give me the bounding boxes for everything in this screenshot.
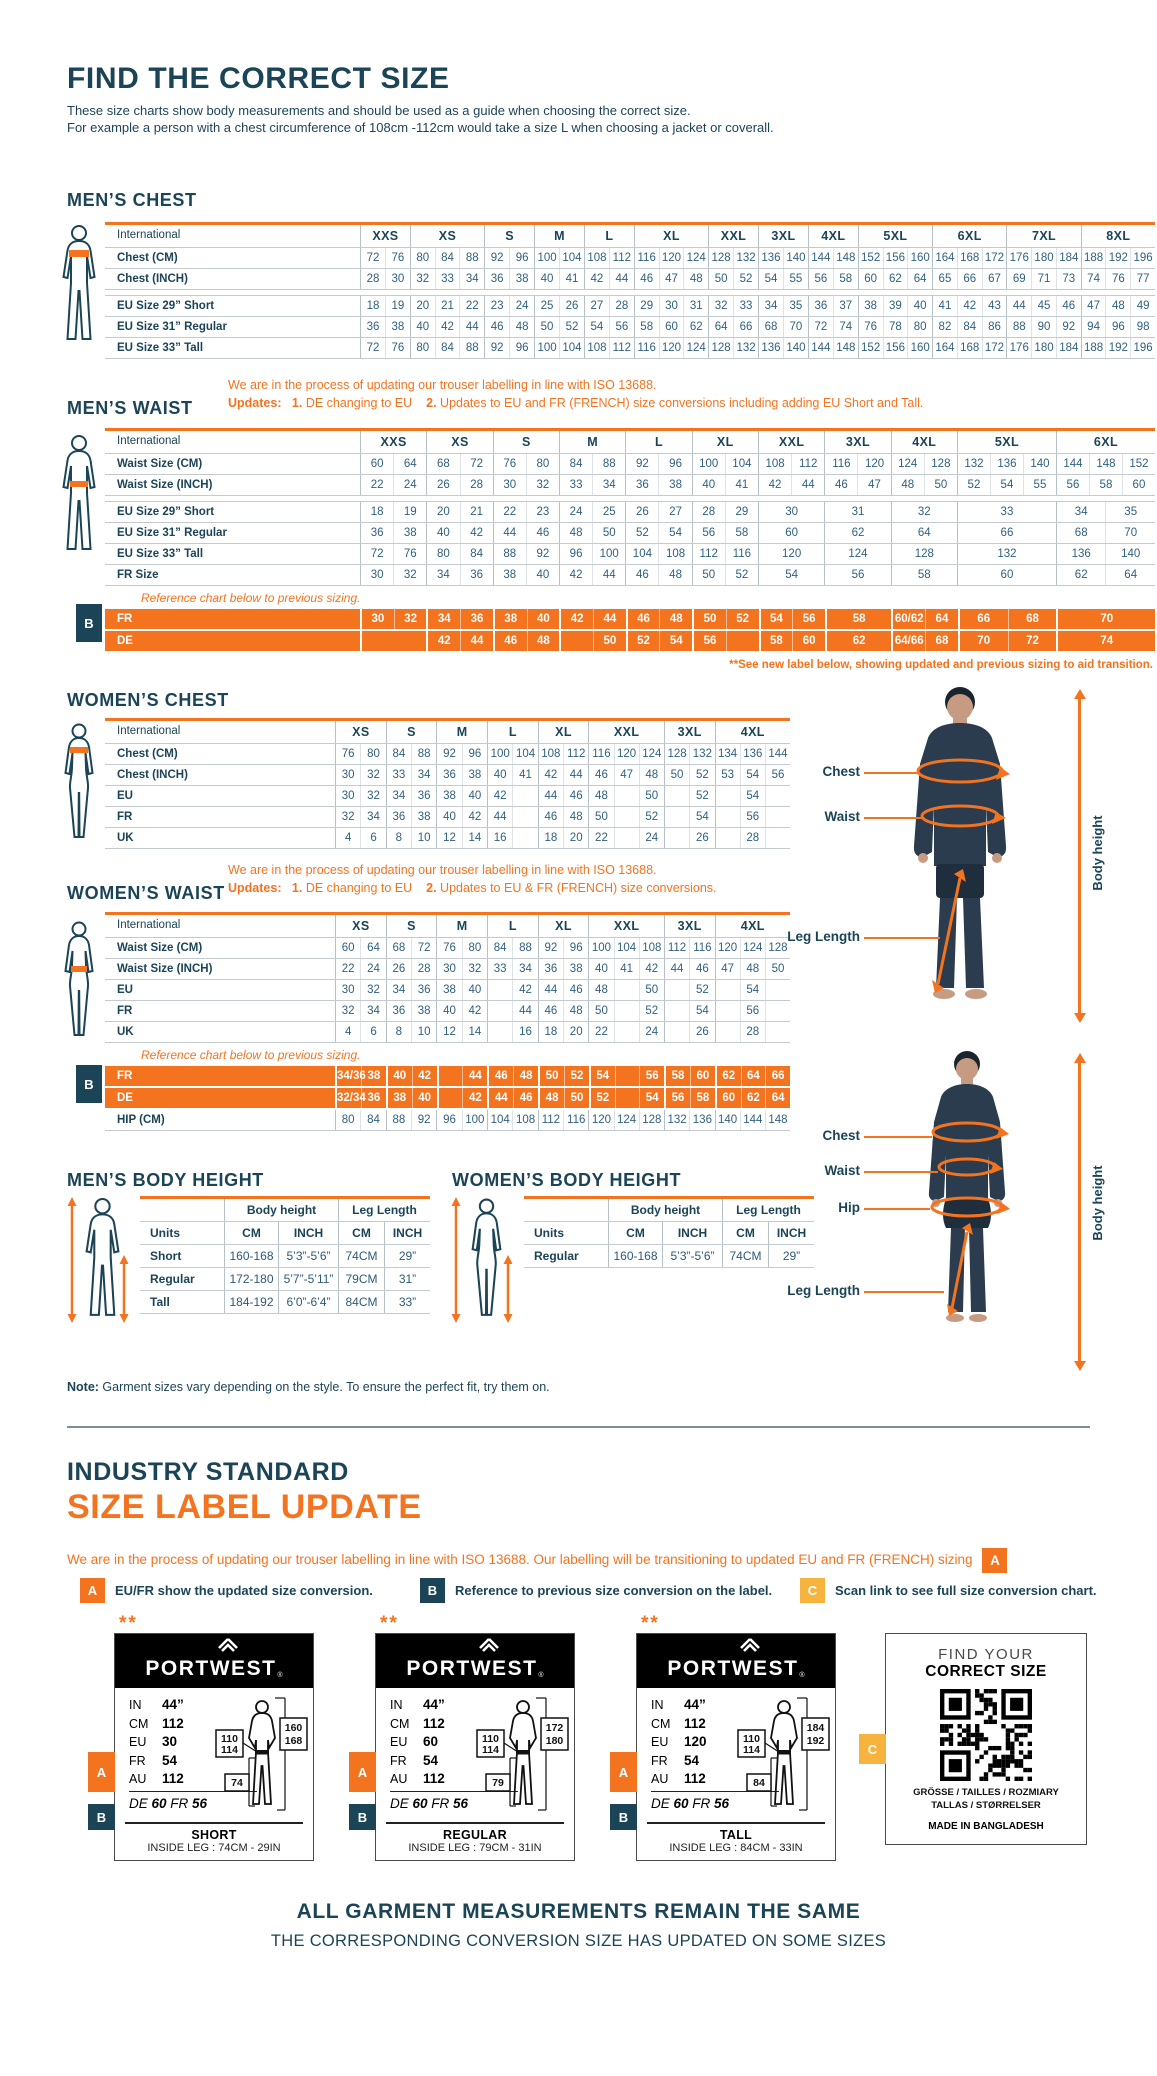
update-intro: We are in the process of updating our trouser labelling in line with ISO 13688. Our labelling will be transitioning to updated EU and FR (FRENCH) sizing A — [67, 1548, 1157, 1573]
mens-body-height-table: Body height Leg Length Units CM INCH CM INCH Short 160-168 5’3”-5’6” 74CM 29” Regular 172-180 5’7”-5’11” 79CM 31” Tall 184-192 6’0”-6’4” 84CM 33” — [140, 1196, 430, 1314]
portwest-logo: PORTWEST ® — [376, 1634, 574, 1688]
mens-body-height-icon — [64, 1194, 130, 1326]
size-label-card — [618, 1613, 836, 1861]
table-row: DE 32/34 36 38 40 42 44 46 48 50 52 54 56 58 60 62 64 — [105, 1088, 790, 1110]
b-badge: B — [610, 1804, 637, 1830]
size-values: IN 44” CM 112 EU 30 FR 54 AU 112 — [129, 1697, 184, 1786]
man-chest-label: Chest — [822, 764, 860, 779]
leader-line — [864, 1171, 938, 1173]
man-leg-length-label: Leg Length — [787, 929, 860, 944]
table-row: FR Size 30 32 34 36 38 40 42 44 46 48 50 52 54 56 58 60 62 64 — [105, 565, 1155, 586]
qr-code — [940, 1689, 1032, 1781]
table-header-row: International XS S M L XL XXL 3XL 4XL — [105, 718, 790, 744]
mens-waist-heading: MEN’S WAIST — [67, 398, 193, 418]
table-row: HIP (CM) 80 84 88 92 96 100 104 108 112 116 120 124 128 132 136 140 144 148 — [105, 1110, 790, 1131]
table-row: FR 32 34 36 38 40 42 44 46 48 50 52 54 56 — [105, 807, 790, 828]
table-row: FR 30 32 34 36 38 40 42 44 46 48 50 52 54 56 58 60/62 64 66 68 70 — [105, 609, 1155, 631]
rule — [386, 1822, 564, 1824]
woman-chest-label: Chest — [822, 1128, 860, 1143]
legend-item-c: C Scan link to see full size conversion chart. — [800, 1578, 1130, 1603]
woman-leg-length-label: Leg Length — [787, 1283, 860, 1298]
transition-marker: ** — [380, 1613, 399, 1634]
svg-text:192: 192 — [806, 1735, 825, 1747]
size-label-card — [96, 1613, 314, 1861]
svg-text:172: 172 — [545, 1722, 564, 1734]
table-row: EU 30 32 34 36 38 40 42 44 46 48 50 52 54 — [105, 980, 790, 1001]
table-row: Regular 172-180 5’7”-5’11” 79CM 31” — [140, 1268, 430, 1291]
industry-standard-heading: INDUSTRY STANDARD — [67, 1458, 349, 1486]
womens-waist-table — [105, 912, 790, 1131]
leader-line — [864, 1136, 932, 1138]
svg-text:79: 79 — [492, 1777, 504, 1789]
leader-line — [864, 817, 922, 819]
a-badge: A — [982, 1548, 1007, 1573]
mens-chest-table — [105, 222, 1155, 359]
label-figure — [215, 1694, 309, 1818]
table-row: Short 160-168 5’3”-5’6” 74CM 29” — [140, 1245, 430, 1268]
portwest-logo: PORTWEST ® — [637, 1634, 835, 1688]
svg-text:114: 114 — [743, 1744, 760, 1756]
woman-waist-label: Waist — [824, 1163, 860, 1178]
qr-card — [867, 1633, 1087, 1845]
svg-text:160: 160 — [284, 1722, 303, 1734]
table-row: EU Size 33” Tall 72 76 80 84 88 92 96 100 104 108 112 116 120 124 128 132 136 140 144 148 152 156 160 164 168 172 176 180 184 188 192 196 — [105, 338, 1155, 359]
leader-line — [864, 1208, 930, 1210]
table-row: DE 42 44 46 48 50 52 54 56 58 60 62 64/66 68 70 72 74 — [105, 631, 1155, 653]
table-row: UK 4 6 8 10 12 14 16 18 20 22 24 26 28 — [105, 828, 790, 849]
leader-line — [864, 937, 940, 939]
footer-line-2: THE CORRESPONDING CONVERSION SIZE HAS UPDATED ON SOME SIZES — [270, 1932, 887, 1950]
table-row: FR 32 34 36 38 40 42 44 46 48 50 52 54 56 — [105, 1001, 790, 1022]
mens-waist-notice: We are in the process of updating our trouser labelling in line with ISO 13688. Updates: 1. DE changing to EU 2. Updates to EU and FR (FRENCH) size conversions including adding EU Short and Tall. — [228, 378, 924, 410]
footer-line-1: ALL GARMENT MEASUREMENTS REMAIN THE SAME — [296, 1900, 861, 1923]
mens-waist-table — [105, 428, 1155, 671]
table-row: Chest (INCH) 30 32 33 34 36 38 40 41 42 44 46 47 48 50 52 53 54 56 — [105, 765, 790, 786]
man-photo-figure — [848, 686, 1072, 1026]
table-row: Waist Size (INCH) 22 24 26 28 30 32 33 34 36 38 40 41 42 44 46 47 48 50 52 54 55 56 58 60 — [105, 475, 1155, 496]
previous-sizing: DE 60 FR 56 — [129, 1796, 208, 1811]
table-row: EU Size 31” Regular 36 38 40 42 44 46 48 50 52 54 56 58 60 62 64 66 68 70 — [105, 523, 1155, 544]
page-title: FIND THE CORRECT SIZE — [67, 62, 450, 95]
table-row: Waist Size (INCH) 22 24 26 28 30 32 33 34 36 38 40 41 42 44 46 47 48 50 — [105, 959, 790, 980]
womens-chest-heading: WOMEN’S CHEST — [67, 690, 229, 710]
b-badge: B — [88, 1804, 115, 1830]
c-badge: C — [859, 1734, 886, 1764]
table-header-row: International XXS XS S M L XL XXL 3XL 4XL 5XL 6XL — [105, 428, 1155, 454]
mens-chest-heading: MEN’S CHEST — [67, 190, 197, 210]
svg-text:74: 74 — [231, 1777, 243, 1789]
garment-note: Note: Garment sizes vary depending on the style. To ensure the perfect fit, try them on. — [67, 1380, 550, 1394]
svg-text:110: 110 — [221, 1733, 238, 1745]
legend-item-a: A EU/FR show the updated size conversion. — [80, 1578, 410, 1603]
label-figure — [476, 1694, 570, 1818]
qr-find-your: FIND YOUR — [938, 1646, 1034, 1663]
inside-leg: INSIDE LEG : 84CM - 33IN — [669, 1842, 803, 1854]
table-row: Tall 184-192 6’0”-6’4” 84CM 33” — [140, 1291, 430, 1314]
leader-line — [864, 772, 918, 774]
previous-sizing: DE 60 FR 56 — [651, 1796, 730, 1811]
made-in-label: MADE IN BANGLADESH — [928, 1821, 1044, 1832]
table-row: EU Size 29” Short 18 19 20 21 22 23 24 25 26 27 28 29 30 31 32 33 34 35 36 37 38 39 40 41 42 43 44 45 46 47 48 49 — [105, 296, 1155, 317]
svg-text:114: 114 — [482, 1744, 499, 1756]
table-row: FR 34/36 38 40 42 44 46 48 50 52 54 56 58 60 62 64 66 — [105, 1066, 790, 1088]
inside-leg: INSIDE LEG : 74CM - 29IN — [147, 1842, 281, 1854]
table-row: Chest (INCH) 28 30 32 33 34 36 38 40 41 42 44 46 47 48 50 52 54 55 56 58 60 62 64 65 66 67 69 71 73 74 76 77 — [105, 269, 1155, 290]
portwest-diamond-icon — [479, 1638, 499, 1654]
male-figure-icon — [56, 434, 102, 556]
a-badge: A — [88, 1752, 115, 1792]
table-row: Chest (CM) 76 80 84 88 92 96 100 104 108 112 116 120 124 128 132 134 136 144 — [105, 744, 790, 765]
womens-waist-heading: WOMEN’S WAIST — [67, 883, 225, 903]
rule — [125, 1822, 303, 1824]
svg-text:110: 110 — [482, 1733, 499, 1745]
man-body-height-label: Body height — [1090, 815, 1105, 891]
svg-text:114: 114 — [221, 1744, 238, 1756]
qr-languages: GRÖSSE / TAILLES / ROZMIARY TALLAS / STØRRELSER — [913, 1787, 1059, 1811]
womens-chest-table — [105, 718, 790, 849]
fit-name: TALL — [719, 1828, 753, 1842]
size-values: IN 44” CM 112 EU 120 FR 54 AU 112 — [651, 1697, 707, 1786]
label-figure — [737, 1694, 831, 1818]
size-values: IN 44” CM 112 EU 60 FR 54 AU 112 — [390, 1697, 445, 1786]
table-row: Regular 160-168 5’3”-5’6” 74CM 29” — [524, 1245, 814, 1268]
woman-hip-label: Hip — [838, 1200, 860, 1215]
portwest-diamond-icon — [218, 1638, 238, 1654]
inside-leg: INSIDE LEG : 79CM - 31IN — [408, 1842, 542, 1854]
leader-line — [864, 1291, 944, 1293]
female-figure-icon — [56, 920, 102, 1042]
svg-text:180: 180 — [545, 1735, 564, 1747]
male-figure-icon — [56, 224, 102, 346]
previous-sizing: DE 60 FR 56 — [390, 1796, 469, 1811]
a-badge: A — [610, 1752, 637, 1792]
portwest-logo: PORTWEST ® — [115, 1634, 313, 1688]
table-header-row: International XS S M L XL XXL 3XL 4XL — [105, 912, 790, 938]
ref-b-badge: B — [76, 604, 102, 642]
table-header-row: International XXS XS S M L XL XXL 3XL 4XL 5XL 6XL 7XL 8XL — [105, 222, 1155, 248]
fit-name: REGULAR — [443, 1828, 507, 1842]
legend-item-b: B Reference to previous size conversion on the label. — [420, 1578, 780, 1603]
section-divider — [67, 1426, 1090, 1428]
woman-photo-figure — [872, 1050, 1062, 1350]
table-row: Chest (CM) 72 76 80 84 88 92 96 100 104 108 112 116 120 124 128 132 136 140 144 148 152 156 160 164 168 172 176 180 184 188 192 196 — [105, 248, 1155, 269]
transition-marker: ** — [119, 1613, 138, 1634]
size-label-card — [357, 1613, 575, 1861]
table-row: EU 30 32 34 36 38 40 42 44 46 48 50 52 54 — [105, 786, 790, 807]
transition-marker: ** — [641, 1613, 660, 1634]
portwest-diamond-icon — [740, 1638, 760, 1654]
womens-waist-notice: We are in the process of updating our trouser labelling in line with ISO 13688. Updates: 1. DE changing to EU 2. Updates to EU & FR (FRENCH) size conversions. — [228, 863, 717, 895]
fit-name: SHORT — [191, 1828, 237, 1842]
reference-note: Reference chart below to previous sizing. — [141, 1048, 361, 1062]
man-body-height-arrow — [1078, 698, 1081, 1014]
table-row: EU Size 33” Tall 72 76 80 84 88 92 96 100 104 108 112 116 120 124 128 132 136 140 — [105, 544, 1155, 565]
womens-body-height-table: Body height Leg Length Units CM INCH CM INCH Regular 160-168 5’3”-5’6” 74CM 29” — [524, 1196, 814, 1268]
b-badge: B — [349, 1804, 376, 1830]
svg-text:110: 110 — [743, 1733, 760, 1745]
table-row: UK 4 6 8 10 12 14 16 18 20 22 24 26 28 — [105, 1022, 790, 1043]
intro-line-2: For example a person with a chest circumference of 108cm -112cm would take a size L when choosing a jacket or coverall. — [67, 120, 774, 135]
rule — [647, 1822, 825, 1824]
svg-text:184: 184 — [806, 1722, 825, 1734]
ref-b-badge: B — [76, 1065, 102, 1103]
womens-body-height-icon — [448, 1194, 514, 1326]
mens-body-height-heading: MEN’S BODY HEIGHT — [67, 1170, 264, 1190]
table-row: Waist Size (CM) 60 64 68 72 76 80 84 88 92 96 100 104 108 112 116 120 124 128 — [105, 938, 790, 959]
man-waist-label: Waist — [824, 809, 860, 824]
woman-body-height-arrow — [1078, 1062, 1081, 1362]
table-row: Waist Size (CM) 60 64 68 72 76 80 84 88 92 96 100 104 108 112 116 120 124 128 132 136 140 144 148 152 — [105, 454, 1155, 475]
svg-text:168: 168 — [284, 1735, 303, 1747]
woman-body-height-label: Body height — [1090, 1165, 1105, 1241]
svg-text:84: 84 — [753, 1777, 765, 1789]
transition-footnote: **See new label below, showing updated and previous sizing to aid transition. — [729, 659, 1153, 671]
qr-correct-size: CORRECT SIZE — [925, 1663, 1047, 1680]
reference-note: Reference chart below to previous sizing. — [141, 591, 361, 605]
table-row: EU Size 29” Short 18 19 20 21 22 23 24 25 26 27 28 29 30 31 32 33 34 35 — [105, 502, 1155, 523]
table-row: EU Size 31” Regular 36 38 40 42 44 46 48 50 52 54 56 58 60 62 64 66 68 70 72 74 76 78 80 82 84 86 88 90 92 94 96 98 — [105, 317, 1155, 338]
womens-body-height-heading: WOMEN’S BODY HEIGHT — [452, 1170, 682, 1190]
size-label-update-heading: SIZE LABEL UPDATE — [67, 1488, 422, 1526]
female-figure-icon — [56, 722, 102, 844]
intro-line-1: These size charts show body measurements and should be used as a guide when choosing the correct size. — [67, 103, 691, 118]
a-badge: A — [349, 1752, 376, 1792]
